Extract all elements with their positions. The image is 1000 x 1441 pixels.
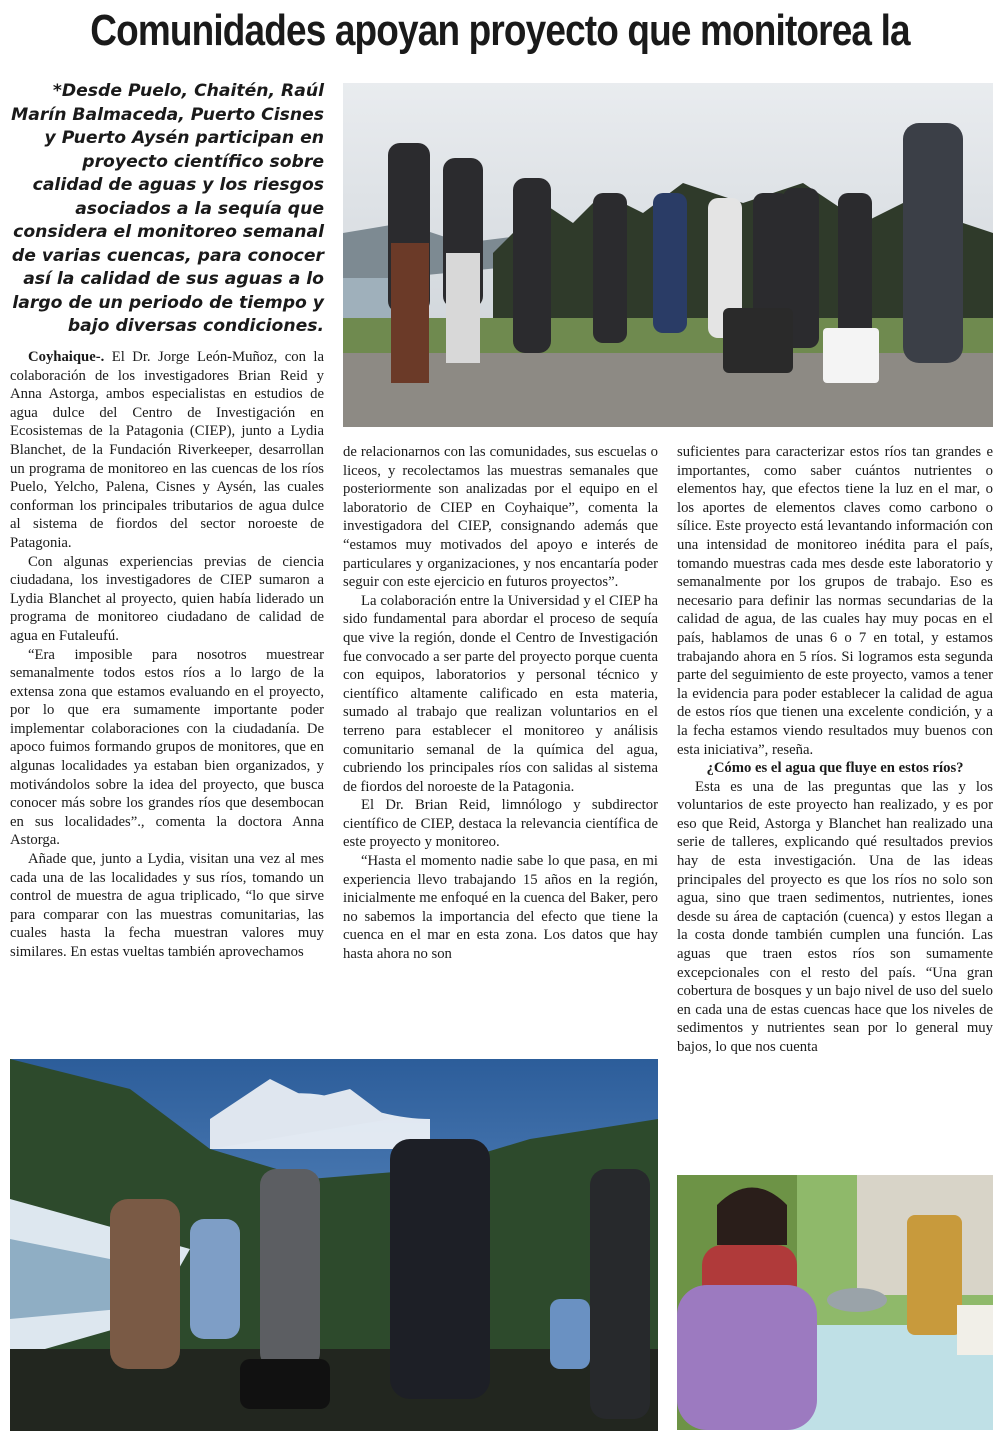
dateline: Coyhaique-. [28,349,105,365]
photo-child-lab [677,1175,993,1430]
article-paragraph: de relacionarnos con las comunidades, sus escuelas o liceos, y recolectamos las muestras semanales que posteriormente son analizadas por el equipo en el laboratorio de CIEP en Coyhaique”, comenta la investigadora del CIEP, consignando además que “estamos muy motivados del apoyo e interés de particulares y organizaciones, y nos encantaría poder seguir con este ejercicio en futuros proyectos”. [343,444,658,591]
article-column-3 [677,443,993,1057]
article-column-1 [10,348,324,962]
article-paragraph: Con algunas experiencias previas de ciencia ciudadana, los investigadores de CIEP sumaron a Lydia Blanchet al proyecto, quien había liderado un programa de monitoreo ciudadano de calidad de agua en Futaleufú. [10,553,324,644]
subheading: ¿Cómo es el agua que fluye en estos ríos? [706,760,964,777]
article-paragraph: “Hasta el momento nadie sabe lo que pasa, en mi experiencia llevo trabajando 15 años en la región, inicialmente me enfoqué en la cuenca del Baker, pero no sabemos la importancia del efecto que tiene la cuenca en el mar en esta zona. Los datos que hay hasta ahora no son [343,853,658,963]
article-paragraph: Añade que, junto a Lydia, visitan una vez al mes cada una de las localidades y sus ríos, tomando un control de muestra de agua triplicado, “lo que sirve para comparar con las muestras comunitarias, las cuales hasta la fecha muestran valores muy similares. En estas vueltas también aprovechamos [10,851,324,960]
article-paragraph: suficientes para caracterizar estos ríos tan grandes e importantes, como saber cuántos nutrientes o elementos hay, que efectos tiene la luz en el mar, o los aportes de elementos claves como carbono o sílice. Este proyecto está levantando información con una intensidad de monitoreo inédita para el país, tomando muestras cada mes desde este laboratorio y semanalmente por los grupos de trabajo. Eso es necesario para definir las normas secundarias de la calidad de agua, de las cuales hay muy pocas en el país, hablamos de unas 6 o 7 en total, y estamos trabajando ahora en 5 ríos. Si logramos esta segunda parte del seguimiento de este proyecto, vamos a tener la evidencia para poder establecer la calidad de agua de estos ríos que tienen una excelente condición, y a la fecha estamos viendo resultados muy buenos con esta iniciativa”, reseña. [677,444,993,758]
photo-river-group [10,1059,658,1431]
article-paragraph: “Era imposible para nosotros muestrear semanalmente todos estos ríos a lo largo de la extensa zona que estamos evaluando en el proyecto, por lo que era sumamente importante poder implementar colaboraciones con la ciudadanía. De apoco fuimos formando grupos de monitores, que en algunas localidades ya estaban bien organizados, y motivándolos sobre la idea del proyecto, que busca conocer más sobre los grandes ríos que desembocan en sus localidades”., comenta la doctora Anna Astorga. [10,646,324,849]
photo-students-lakeside [343,83,993,427]
headline: Comunidades apoyan proyecto que monitorea la [90,6,910,55]
lead-summary: *Desde Puelo, Chaitén, Raúl Marín Balmaceda, Puerto Cisnes y Puerto Aysén participan en proyecto científico sobre calidad de aguas y los riesgos asociados a la sequía que considera el monitoreo semanal de varias cuencas, para conocer así la calidad de sus aguas a lo largo de un periodo de tiempo y bajo diversas condiciones. [11,81,324,336]
article-paragraph: El Dr. Brian Reid, limnólogo y subdirector científico de CIEP, destaca la relevancia científica de este proyecto y monitoreo. [343,797,658,851]
article-paragraph: Esta es una de las preguntas que las y los voluntarios de este proyecto han realizado, y es por eso que Reid, Astorga y Blanchet han realizado una serie de talleres, explicando qué resultados previos hay de esta investigación. Una de las ideas principales del proyecto es que los ríos no solo son agua, sino que traen sedimentos, nutrientes, iones desde su área de captación (cuenca) y estos llegan a la costa donde también cumplen una función. Las aguas que traen estos ríos son sumamente excepcionales con el resto del país. “Una gran cobertura de bosques y un bajo nivel de uso del suelo en cada una de estas cuencas hace que los niveles de sedimentos y nutrientes sean por lo general muy bajos, lo que nos cuenta [677,778,993,1055]
article-paragraph: Coyhaique-. El Dr. Jorge León-Muñoz, con la colaboración de los investigadores Brian Reid y Anna Astorga, ambos especialistas en estudios de agua dulce del Centro de Investigación en Ecosistemas de la Patagonia (CIEP), junto a Lydia Blanchet, de la Fundación Riverkeeper, desarrollan un programa de monitoreo en las cuencas de los ríos Puelo, Yelcho, Palena, Cisnes y Aysén, las cuales conforman los principales tributarios de agua dulce al sistema de fiordos del sector noroeste de Patagonia. [10,349,324,551]
article-paragraph: La colaboración entre la Universidad y el CIEP ha sido fundamental para abordar el proceso de sequía que vive la región, donde el Centro de Investigación fue convocado a ser parte del proyecto porque cuenta con equipos, laboratorios y personal técnico y científico altamente calificado en esta materia, sumado al trabajo que realizan voluntarios en el terreno para establecer el monitoreo y análisis comunitario semanal de la química del agua, cubriendo los principales ríos con salidas al sistema de fiordos del noroeste de la Patagonia. [343,592,658,795]
article-column-2 [343,443,658,964]
